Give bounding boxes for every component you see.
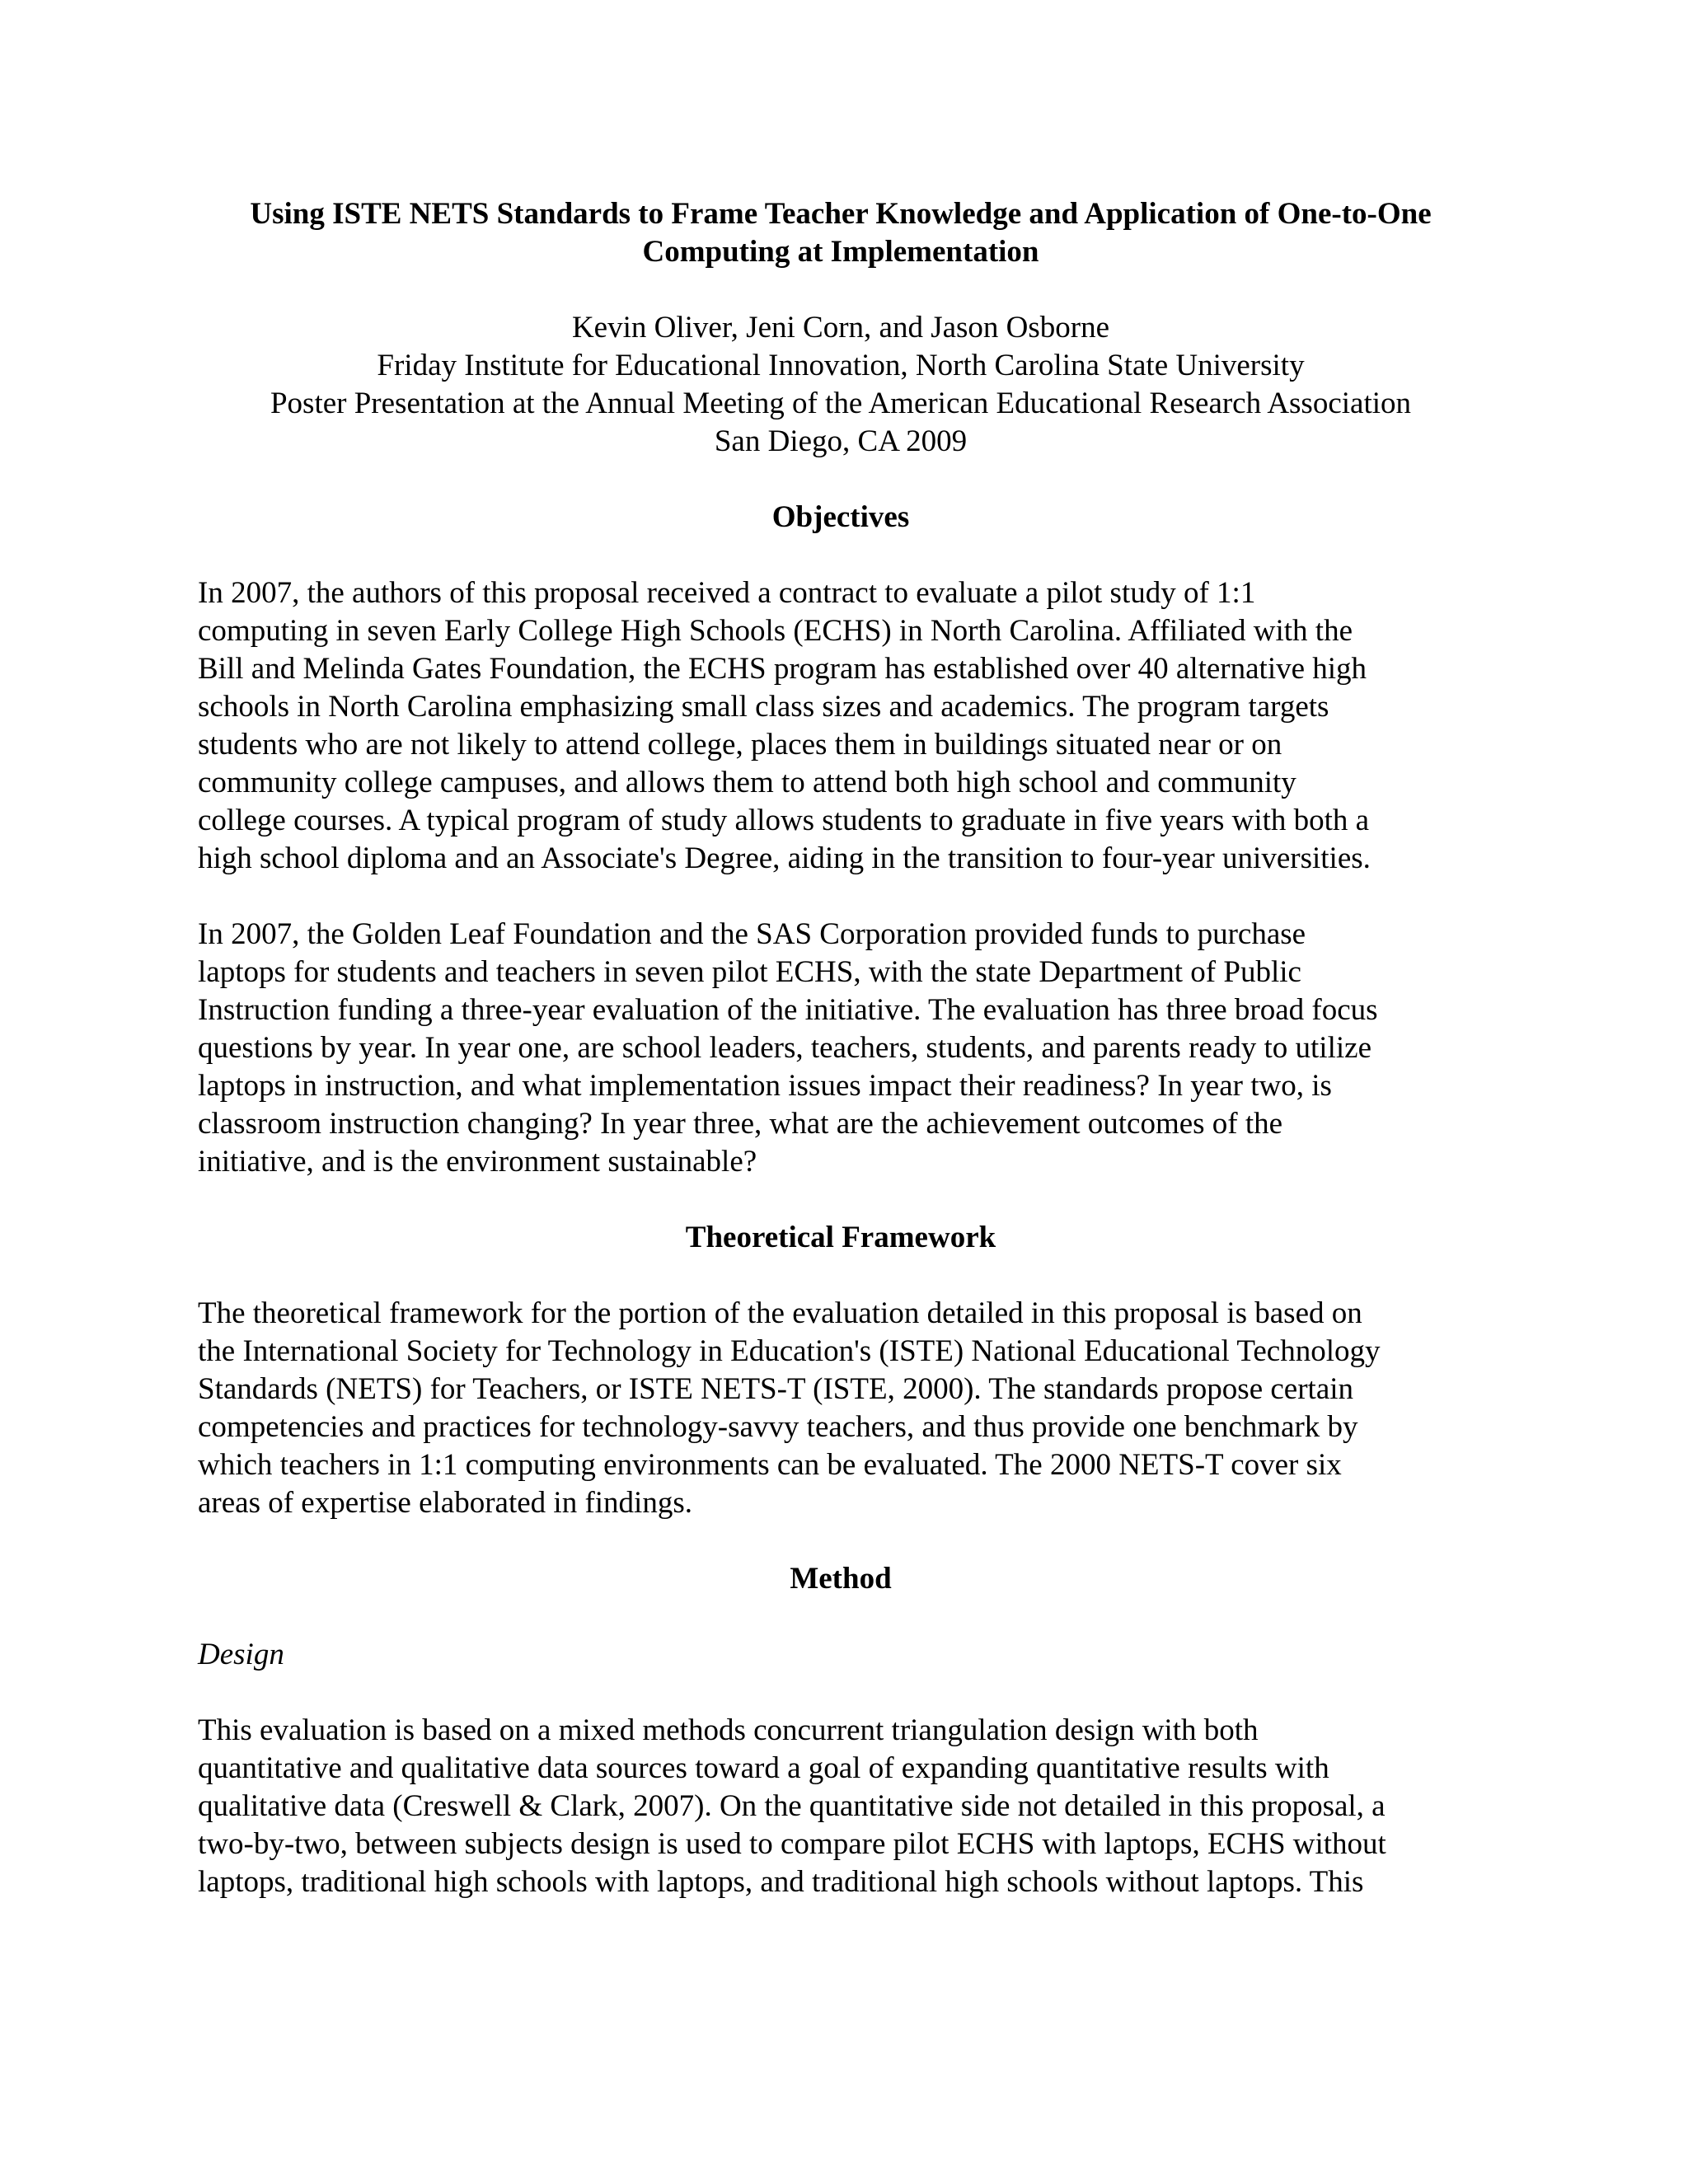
text-line: high school diploma and an Associate's Degree, aiding in the transition to four-year universities. bbox=[198, 841, 1371, 875]
text-line: The theoretical framework for the portion of the evaluation detailed in this proposal is based on bbox=[198, 1296, 1362, 1330]
paper-title bbox=[198, 195, 1484, 271]
byline bbox=[198, 309, 1484, 461]
text-line: questions by year. In year one, are school leaders, teachers, students, and parents ready to utilize bbox=[198, 1031, 1372, 1065]
text-line: Bill and Melinda Gates Foundation, the ECHS program has established over 40 alternative high bbox=[198, 652, 1367, 686]
text-line: quantitative and qualitative data sources toward a goal of expanding quantitative results with bbox=[198, 1751, 1329, 1785]
text-line: In 2007, the authors of this proposal received a contract to evaluate a pilot study of 1:1 bbox=[198, 576, 1256, 610]
text-line: computing in seven Early College High Schools (ECHS) in North Carolina. Affiliated with the bbox=[198, 614, 1353, 648]
text-line: which teachers in 1:1 computing environments can be evaluated. The 2000 NETS-T cover six bbox=[198, 1448, 1342, 1482]
text-line: college courses. A typical program of study allows students to graduate in five years with both a bbox=[198, 804, 1370, 837]
text-line: initiative, and is the environment sustainable? bbox=[198, 1145, 757, 1179]
objectives-paragraph-2 bbox=[198, 916, 1484, 1181]
text-line: areas of expertise elaborated in findings. bbox=[198, 1486, 692, 1520]
location-year: San Diego, CA 2009 bbox=[714, 424, 968, 458]
title-line: Using ISTE NETS Standards to Frame Teacher Knowledge and Application of One-to-One bbox=[250, 197, 1432, 231]
text-line: students who are not likely to attend college, places them in buildings situated near or on bbox=[198, 728, 1282, 762]
text-line: schools in North Carolina emphasizing small class sizes and academics. The program targets bbox=[198, 690, 1329, 724]
section-heading-objectives: Objectives bbox=[771, 500, 910, 534]
objectives-paragraph-1 bbox=[198, 574, 1484, 878]
affiliation: Friday Institute for Educational Innovation, North Carolina State University bbox=[377, 349, 1305, 382]
subsection-heading-design: Design bbox=[198, 1638, 284, 1671]
text-line: laptops, traditional high schools with laptops, and traditional high schools without laptops. This bbox=[198, 1865, 1364, 1899]
text-line: community college campuses, and allows them to attend both high school and community bbox=[198, 766, 1296, 799]
framework-paragraph-1 bbox=[198, 1295, 1484, 1522]
text-line: In 2007, the Golden Leaf Foundation and the SAS Corporation provided funds to purchase bbox=[198, 917, 1306, 951]
presentation-venue: Poster Presentation at the Annual Meeting of the American Educational Research Association bbox=[270, 387, 1412, 420]
title-line: Computing at Implementation bbox=[642, 235, 1039, 269]
text-line: Standards (NETS) for Teachers, or ISTE NETS-T (ISTE, 2000). The standards propose certain bbox=[198, 1372, 1354, 1406]
text-line: laptops for students and teachers in seven pilot ECHS, with the state Department of Public bbox=[198, 955, 1301, 989]
method-paragraph-1 bbox=[198, 1712, 1484, 1901]
document-page bbox=[198, 195, 1484, 1939]
text-line: laptops in instruction, and what implementation issues impact their readiness? In year two, is bbox=[198, 1069, 1332, 1103]
section-heading-method: Method bbox=[790, 1562, 892, 1596]
text-line: classroom instruction changing? In year three, what are the achievement outcomes of the bbox=[198, 1107, 1283, 1141]
text-line: qualitative data (Creswell & Clark, 2007). On the quantitative side not detailed in this proposal, a bbox=[198, 1789, 1386, 1823]
text-line: This evaluation is based on a mixed methods concurrent triangulation design with both bbox=[198, 1713, 1259, 1747]
author-names: Kevin Oliver, Jeni Corn, and Jason Osborne bbox=[571, 311, 1110, 344]
text-line: Instruction funding a three-year evaluation of the initiative. The evaluation has three broad focus bbox=[198, 993, 1378, 1027]
section-heading-framework: Theoretical Framework bbox=[685, 1221, 996, 1254]
text-line: the International Society for Technology in Education's (ISTE) National Educational Technology bbox=[198, 1334, 1381, 1368]
text-line: competencies and practices for technology-savvy teachers, and thus provide one benchmark by bbox=[198, 1410, 1358, 1444]
text-line: two-by-two, between subjects design is used to compare pilot ECHS with laptops, ECHS without bbox=[198, 1827, 1386, 1861]
